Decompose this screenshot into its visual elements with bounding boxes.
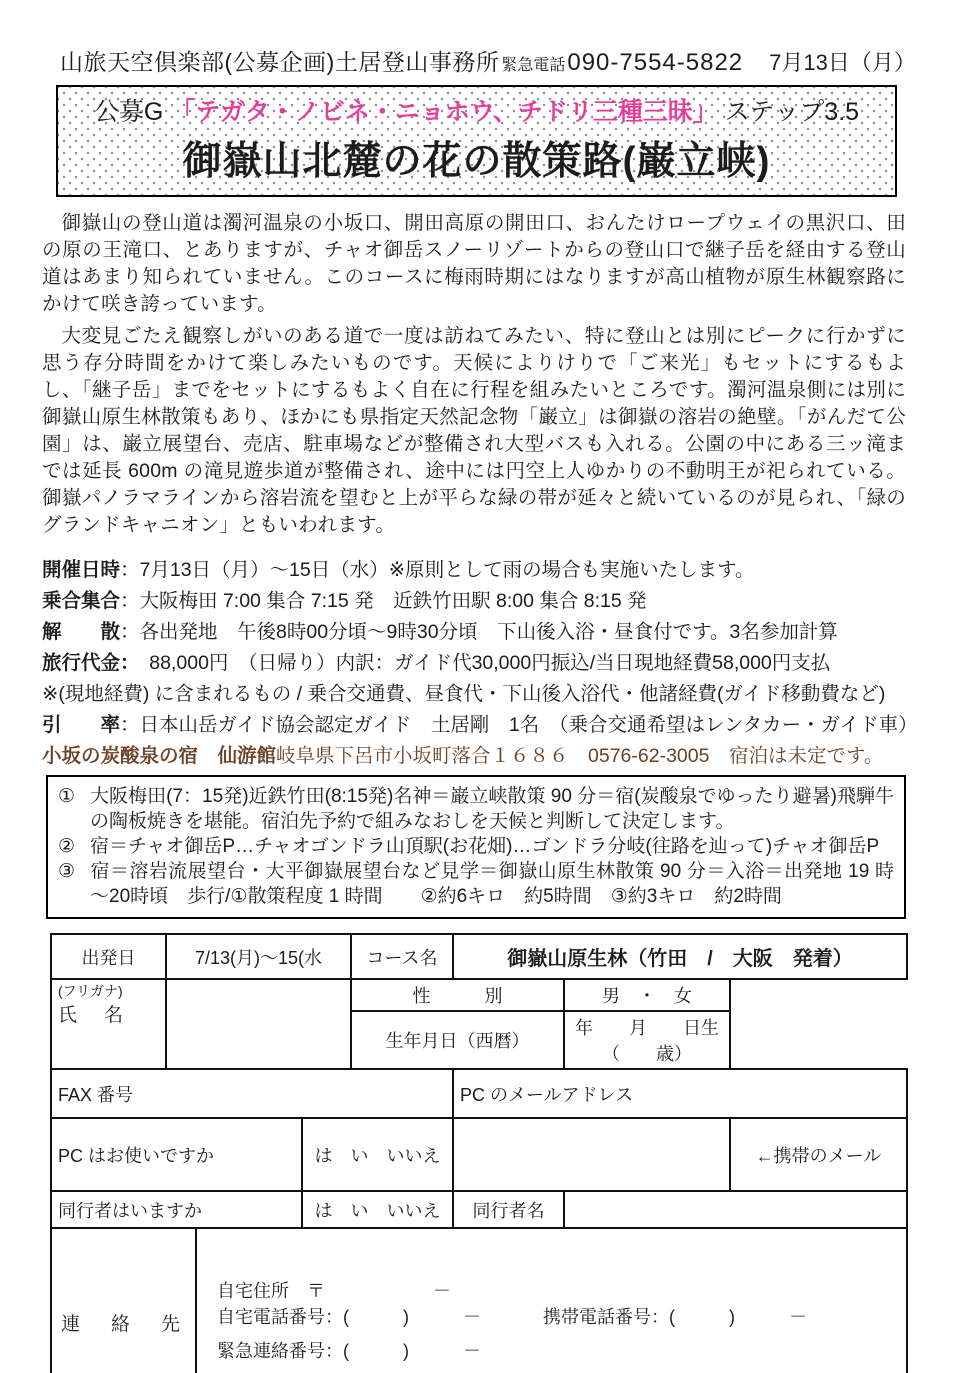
subtitle-line <box>66 92 887 128</box>
course-name-value: 御嶽山原生林（竹田 / 大阪 発着） <box>453 934 907 979</box>
detail-schedule: 開催日時：7月13日（月）～15日（水）※原則として雨の場合も実施いたします。 <box>42 559 755 581</box>
detail-meeting: 乗合集合：大阪梅田 7:00 集合 7:15 発 近鉄竹田駅 8:00 集合 8:15 発 <box>42 590 647 612</box>
fax-input-field[interactable]: FAX 番号 <box>51 1069 453 1118</box>
emergency-contact-input-field[interactable]: 緊急連絡番号：( ) － <box>217 1341 481 1361</box>
companion-name-label: 同行者名 <box>453 1191 564 1228</box>
birthdate-input-field[interactable]: 年 月 日生（ 歳） <box>564 1011 730 1069</box>
companion-name-input-field[interactable] <box>564 1191 907 1228</box>
gender-label: 性 別 <box>351 979 564 1011</box>
home-address-input-field[interactable]: 自宅住所 〒 － <box>217 1281 451 1301</box>
paragraph-1: 御嶽山の登山道は濁河温泉の小坂口、開田高原の開田口、おんたけロープウェイの黒沢口、田の原の王滝口、とありますが、チャオ御岳スノーリゾートからの登山口で継子岳を経由する登山道はあまり知られていません。このコースに梅雨時期にはなりますが高山植物が原生林観察路にかけて咲き誇っています。 <box>42 212 906 315</box>
contact-section-label: 連 絡 先 <box>51 1228 196 1373</box>
companion-yes-no-choice[interactable]: は い いいえ <box>302 1191 453 1228</box>
gender-choice[interactable]: 男 ・ 女 <box>564 979 730 1011</box>
furigana-label: (フリガナ) <box>58 983 123 999</box>
title-box <box>56 85 897 197</box>
detail-included-costs: ※(現地経費) に含まれるもの / 乗合交通費、昼食代・下山後入浴代・他諸経費(ガイド移動費など) <box>42 683 886 705</box>
contact-details-cell <box>196 1228 907 1373</box>
emergency-phone-label: 緊急電話 <box>501 57 566 74</box>
recruit-group-label: 公募G <box>93 98 164 126</box>
pc-use-question-label: PC はお使いですか <box>51 1118 302 1191</box>
itinerary-day-2: ② 宿＝チャオ御岳P…チャオゴンドラ山頂駅(お花畑)…ゴンドラ分岐(往路を辿って)チャオ御岳P <box>58 836 880 857</box>
name-input-field[interactable] <box>166 979 351 1069</box>
event-date: 7月13日（月） <box>769 50 916 75</box>
paragraph-2: 大変見ごたえ観察しがいのある道で一度は訪ねてみたい、特に登山とは別にピークに行かずに思う存分時間をかけて楽しみたいものです。天候によりけりで「ご来光」もセットにするもよし、「継子岳」までをセットにするもよく自在に行程を組みたいところです。濁河温泉側には別に御嶽山原生林散策もあり、ほかにも県指定天然記念物「巌立」は御嶽の溶岩の絶壁。「がんだて公園」は、巌立展望台、売店、駐車場などが整備され大型バスも入れる。公園の中にある三ッ滝までは延長 600m の滝見遊歩道が整備され、途中には円空上人ゆかりの不動明王が祀られている。御嶽パノラマラインから溶岩流を望むと上が平らな緑の帯が延々と続いているのが見られ、「緑のグランドキャニオン」ともいわれます。 <box>42 325 906 536</box>
lodging-name: 小坂の炭酸泉の宿 仙游館 <box>42 745 277 767</box>
detail-price: 旅行代金： 88,000円 （日帰り）内訳：ガイド代30,000円振込/当日現地経費58,000円支払 <box>42 652 831 674</box>
detail-dismissal: 解 散：各出発地 午後8時00分頃～9時30分頃 下山後入浴・昼食付です。3名参加計算 <box>42 621 838 643</box>
departure-date-value: 7/13(月)～15(水 <box>166 934 351 979</box>
companion-question-label: 同行者はいますか <box>51 1191 302 1228</box>
name-label: 氏 名 <box>58 1005 128 1026</box>
pc-use-yes-no-choice[interactable]: は い いいえ <box>302 1118 453 1191</box>
mobile-email-note: ←携帯のメール <box>730 1118 907 1191</box>
body-text <box>42 210 906 539</box>
mobile-phone-input-field[interactable]: 携帯電話番号：( ) － <box>543 1307 807 1327</box>
course-name-label: コース名 <box>351 934 453 979</box>
detail-guide: 引 率：日本山岳ガイド協会認定ガイド 土居剛 1名 （乗合交通希望はレンタカー・ガイド車） <box>42 714 918 736</box>
slogan-text: 「テガタ・ノビネ・ニョホウ、チドリ三種三昧」 <box>170 98 718 126</box>
name-label-cell <box>51 979 166 1069</box>
departure-date-label: 出発日 <box>51 934 166 979</box>
step-label: ステップ3.5 <box>724 98 860 126</box>
emergency-phone-number: 090-7554-5822 <box>567 49 744 76</box>
itinerary-box <box>46 775 906 919</box>
office-name: 山旅天空倶楽部(公募企画)土居登山事務所 <box>60 49 500 75</box>
home-phone-input-field[interactable]: 自宅電話番号：( ) － <box>217 1307 481 1327</box>
lodging-info <box>42 741 906 771</box>
birthdate-label: 生年月日（西暦） <box>351 1011 564 1069</box>
lodging-address-phone: 岐阜県下呂市小坂町落合１６８６ 0576-62-3005 宿泊は未定です。 <box>276 745 884 767</box>
itinerary-day-1: ① 大阪梅田(7：15発)近鉄竹田(8:15発)名神＝巌立峡散策 90 分＝宿(炭酸泉でゆったり避暑)飛騨牛の陶板焼きを堪能。宿泊先予約で組みなおしを天候と判断して決定します。 <box>58 786 894 832</box>
mobile-email-input-field[interactable] <box>453 1118 730 1191</box>
main-title: 御嶽山北麓の花の散策路(巌立峡) <box>182 140 771 183</box>
document-header <box>60 44 916 77</box>
pc-email-input-field[interactable]: PC のメールアドレス <box>453 1069 907 1118</box>
itinerary-day-3: ③ 宿＝溶岩流展望台・大平御嶽展望台など見学＝御嶽山原生林散策 90 分＝入浴＝出発地 19 時～20時頃 歩行/①散策程度 1 時間 ②約6キロ 約5時間 ③約3キロ 約2時間 <box>58 861 894 907</box>
application-form <box>50 933 908 1373</box>
tour-details <box>42 555 918 771</box>
